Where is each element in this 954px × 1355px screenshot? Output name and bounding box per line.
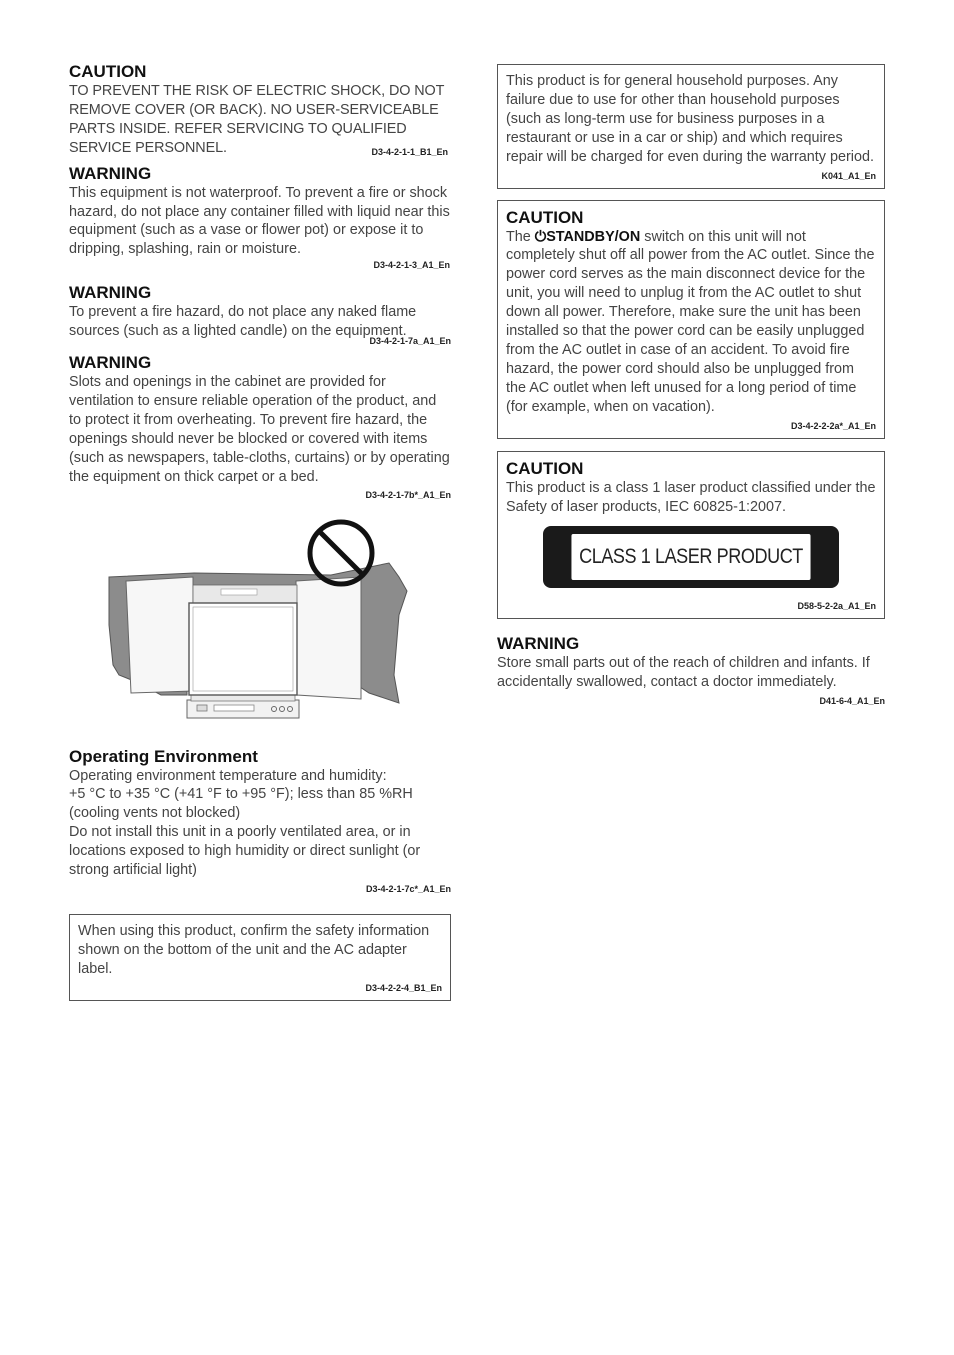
reference-code: D3-4-2-1-7a_A1_En (369, 336, 451, 347)
household-use-box (497, 64, 885, 189)
caution-shock-section (69, 62, 451, 158)
right-column (497, 64, 885, 717)
section-heading: CAUTION (506, 207, 584, 227)
laser-caution-text: This product is a class 1 laser product classified under the Safety of laser products, IEC 60825-1:2007. (506, 479, 876, 515)
covered-unit-illustration (69, 515, 451, 737)
power-icon: ⏻ (534, 228, 547, 245)
reference-code: D3-4-2-1-3_A1_En (373, 260, 450, 271)
laser-label-text: CLASS 1 LASER PRODUCT (571, 534, 810, 580)
laser-product-label (543, 526, 839, 588)
reference-code: D3-4-2-1-7c*_A1_En (365, 883, 451, 894)
standby-caution-box (497, 200, 885, 439)
section-heading: WARNING (497, 634, 580, 654)
prohibited-cover-graphic (69, 515, 451, 737)
warning-flame-section (69, 283, 451, 347)
box-text: This product is for general household purposes. Any failure due to use for other than household purposes (such as long-term use for business purposes in a restaurant or use in a car or ship) and which requires repair will be charged for even during the warranty period. (506, 73, 874, 165)
section-heading: WARNING (69, 163, 152, 183)
safety-info-box (69, 914, 451, 1001)
warning-ventilation-section (69, 353, 451, 500)
section-text: TO PREVENT THE RISK OF ELECTRIC SHOCK, DO NOT REMOVE COVER (OR BACK). NO USER-SERVICEABLE PARTS INSIDE. REFER SERVICING TO QUALIFIED SERVICE PERSONNEL. (69, 83, 445, 156)
section-heading: WARNING (69, 283, 152, 303)
warning-waterproof-section (69, 164, 451, 272)
section-heading: CAUTION (506, 458, 584, 478)
environment-text-1: Operating environment temperature and humidity: (69, 767, 387, 784)
standby-switch-label: STANDBY/ON (546, 228, 641, 245)
operating-environment-section (69, 747, 451, 895)
reference-code: K041_A1_En (821, 170, 876, 181)
laser-caution-box (497, 451, 885, 620)
reference-code: D58-5-2-2a_A1_En (797, 601, 876, 612)
section-text: This equipment is not waterproof. To prevent a fire or shock hazard, do not place any container filled with liquid near this equipment (such as a vase or flower pot) or expose it to dripping, splashing, rain or moisture. (69, 184, 450, 258)
section-heading: CAUTION (69, 62, 147, 81)
reference-code: D3-4-2-1-7b*_A1_En (365, 489, 451, 500)
small-parts-warning-section (497, 634, 885, 707)
environment-text-2: +5 °C to +35 °C (+41 °F to +95 °F); less than 85 %RH (cooling vents not blocked) (69, 786, 413, 822)
section-text: Store small parts out of the reach of children and infants. If accidentally swallowed, contact a doctor immediately. (497, 655, 870, 691)
text-prefix: The (506, 228, 535, 245)
environment-text-3: Do not install this unit in a poorly ventilated area, or in locations exposed to high humidity or direct sunlight (or strong artificial light) (69, 824, 421, 879)
reference-code: D3-4-2-1-1_B1_En (371, 146, 448, 157)
section-heading: WARNING (69, 353, 152, 373)
standby-caution-text (506, 228, 876, 417)
box-text: When using this product, confirm the safety information shown on the bottom of the unit and the AC adapter label. (78, 922, 430, 977)
reference-code: D3-4-2-2-2a*_A1_En (790, 420, 876, 431)
reference-code: D41-6-4_A1_En (819, 696, 885, 707)
text-body: switch on this unit will not completely shut off all power from the AC outlet. Since the power cord serves as the main disconnect device for the unit, you will need to unplug it from the AC outlet to shut down all power. Therefore, make sure the unit has been installed so that the power cord can be easily unplugged from the AC outlet in case of an accident. To avoid fire hazard, the power cord should also be unplugged from the AC outlet when left unused for a long period of time (for example, when on vacation). (506, 228, 875, 415)
section-text: To prevent a fire hazard, do not place any naked flame sources (such as a lighted candle) on the equipment. (69, 304, 417, 340)
left-column (69, 62, 451, 1001)
section-heading: Operating Environment (69, 746, 258, 766)
reference-code: D3-4-2-2-4_B1_En (365, 982, 442, 993)
section-text: Slots and openings in the cabinet are provided for ventilation to ensure reliable operation of the product, and to protect it from overheating. To prevent fire hazard, the openings should never be blocked or covered with items (such as newspapers, table-cloths, curtains) or by operating the equipment on thick carpet or a bed. (69, 374, 450, 485)
